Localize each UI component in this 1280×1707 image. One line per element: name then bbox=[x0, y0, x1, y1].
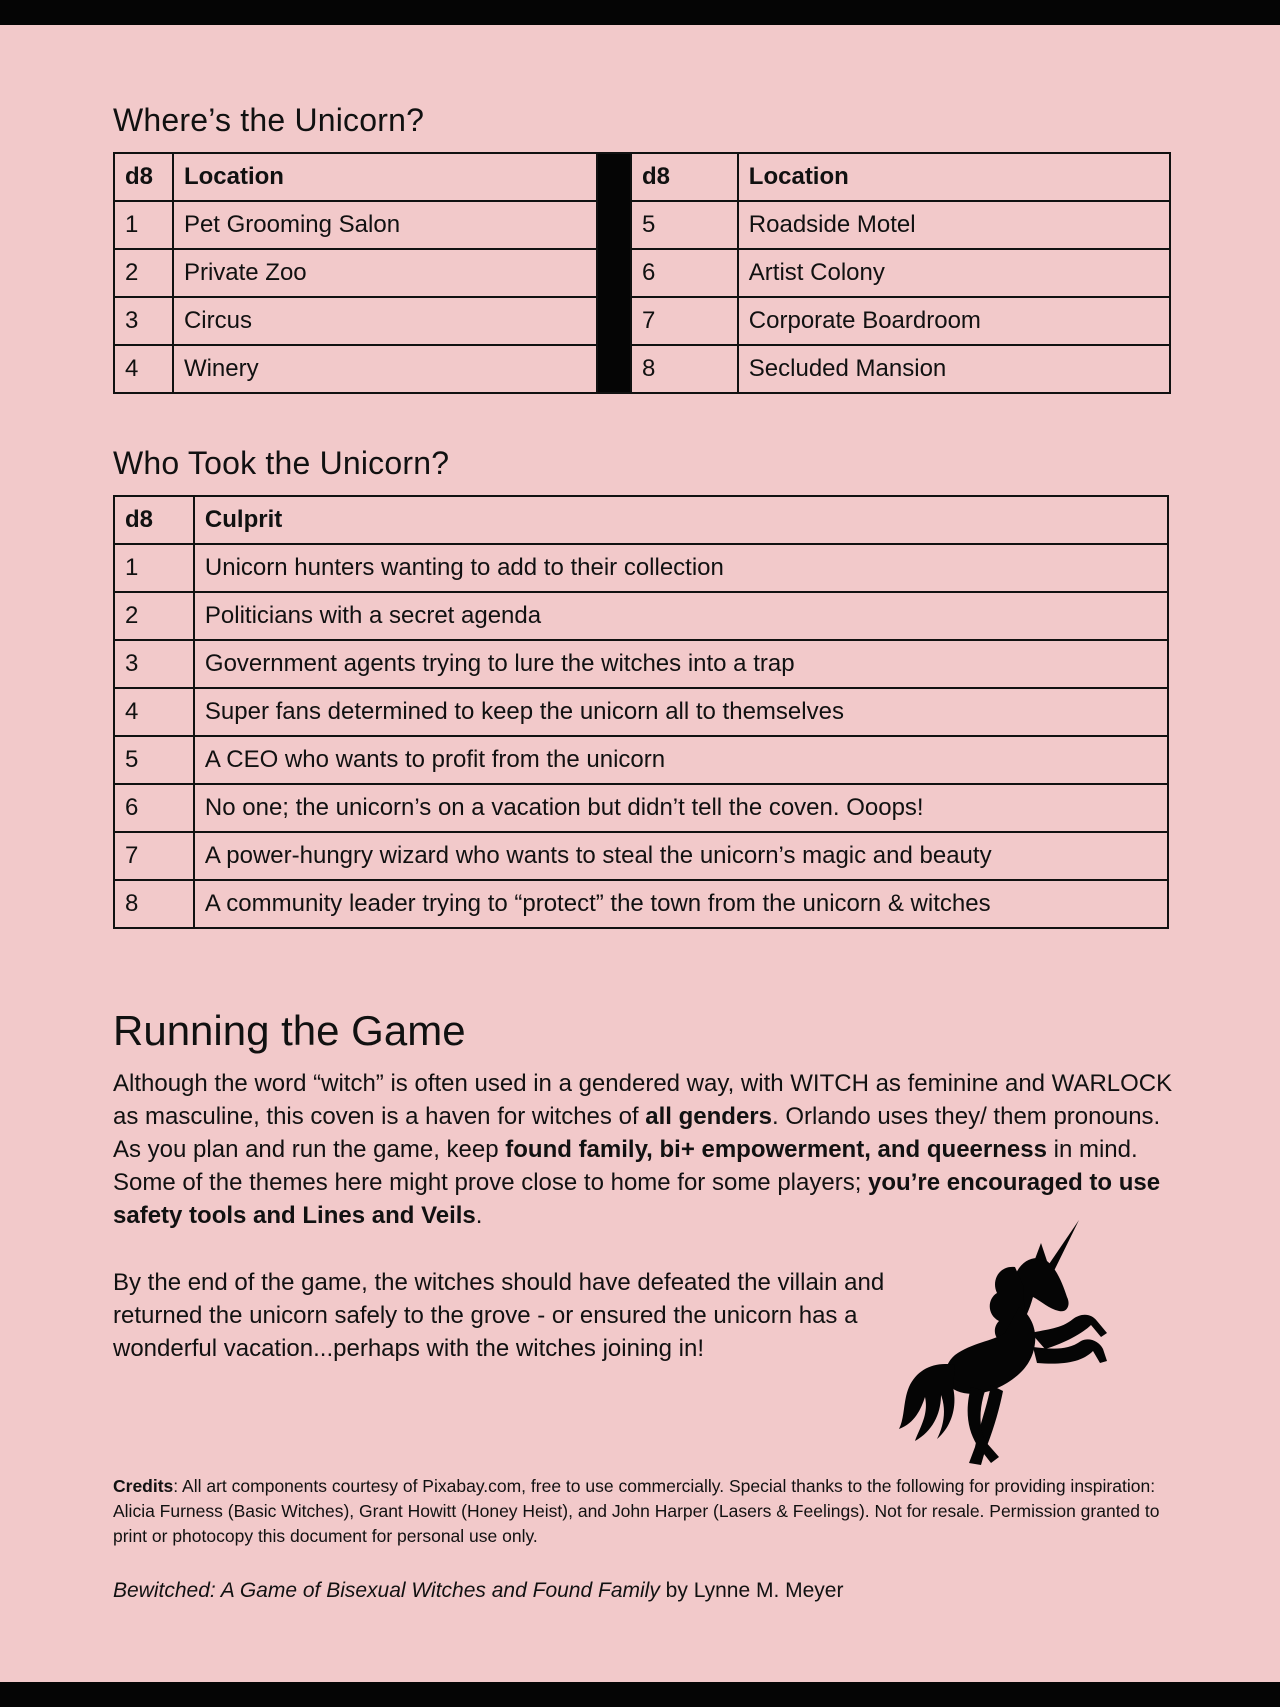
table-header-row bbox=[114, 153, 1170, 201]
credits-text: : All art components courtesy of Pixabay.com, free to use commercially. Special thanks to the following for providing inspiration: Alicia Furness (Basic Witches), Grant Howitt (Honey Heist), and John Harper (Lasers & Feelings). Not for resale. Permission granted to print or photocopy this document for personal use only. bbox=[113, 1476, 1160, 1546]
culprit-table bbox=[113, 495, 1169, 929]
table-row bbox=[114, 297, 1170, 345]
roll-cell: 8 bbox=[114, 880, 194, 928]
credits-label: Credits bbox=[113, 1476, 174, 1496]
game-title: Bewitched: A Game of Bisexual Witches and Found Family bbox=[113, 1579, 660, 1602]
roll-cell: 5 bbox=[631, 201, 738, 249]
table-row bbox=[114, 784, 1168, 832]
table-row bbox=[114, 688, 1168, 736]
table-row bbox=[114, 345, 1170, 393]
location-cell: Circus bbox=[173, 297, 597, 345]
culprit-cell: A CEO who wants to profit from the unicorn bbox=[194, 736, 1168, 784]
table-row bbox=[114, 249, 1170, 297]
top-black-bar bbox=[0, 0, 1280, 25]
paragraph-text: . Orlando uses they/ them pronouns. As you plan and run the game, keep bbox=[113, 1103, 1161, 1163]
roll-cell: 6 bbox=[631, 249, 738, 297]
location-cell: Winery bbox=[173, 345, 597, 393]
culprit-cell: A community leader trying to “protect” the town from the unicorn & witches bbox=[194, 880, 1168, 928]
location-cell: Roadside Motel bbox=[738, 201, 1170, 249]
roll-cell: 3 bbox=[114, 640, 194, 688]
location-cell: Pet Grooming Salon bbox=[173, 201, 597, 249]
location-cell: Private Zoo bbox=[173, 249, 597, 297]
credits bbox=[113, 1474, 1193, 1549]
bold-text: found family, bi+ empowerment, and queerness bbox=[505, 1136, 1047, 1163]
location-cell: Secluded Mansion bbox=[738, 345, 1170, 393]
bold-text: you’re encouraged to use safety tools and Lines and Veils bbox=[113, 1169, 1161, 1229]
roll-cell: 7 bbox=[631, 297, 738, 345]
roll-cell: 2 bbox=[114, 249, 173, 297]
byline bbox=[113, 1579, 843, 1603]
culprit-header: Culprit bbox=[194, 496, 1168, 544]
table-row bbox=[114, 832, 1168, 880]
bold-text: all genders bbox=[645, 1103, 772, 1130]
roll-cell: 7 bbox=[114, 832, 194, 880]
culprit-cell: Politicians with a secret agenda bbox=[194, 592, 1168, 640]
location-table bbox=[113, 152, 1171, 394]
culprit-cell: Unicorn hunters wanting to add to their collection bbox=[194, 544, 1168, 592]
die-header: d8 bbox=[114, 153, 173, 201]
roll-cell: 8 bbox=[631, 345, 738, 393]
rearing-unicorn-silhouette-icon bbox=[895, 1215, 1135, 1470]
roll-cell: 3 bbox=[114, 297, 173, 345]
location-cell: Corporate Boardroom bbox=[738, 297, 1170, 345]
table-header-row bbox=[114, 496, 1168, 544]
roll-cell: 1 bbox=[114, 201, 173, 249]
column-separator bbox=[597, 153, 631, 393]
running-paragraph-1 bbox=[113, 1067, 1193, 1232]
table-row bbox=[114, 544, 1168, 592]
paragraph-text: . bbox=[475, 1202, 483, 1229]
table-row bbox=[114, 880, 1168, 928]
die-header: d8 bbox=[631, 153, 738, 201]
roll-cell: 6 bbox=[114, 784, 194, 832]
location-header: Location bbox=[738, 153, 1170, 201]
table-row bbox=[114, 640, 1168, 688]
roll-cell: 5 bbox=[114, 736, 194, 784]
roll-cell: 2 bbox=[114, 592, 194, 640]
running-paragraph-2: By the end of the game, the witches should have defeated the villain and returned the unicorn safely to the grove - or ensured the unicorn has a wonderful vacation...perhaps with the witches joining in! bbox=[113, 1269, 885, 1362]
culprit-cell: Government agents trying to lure the witches into a trap bbox=[194, 640, 1168, 688]
paragraph-text: Although the word “witch” is often used in a gendered way, with WITCH as feminine and WARLOCK as masculine, this coven is a haven for witches of bbox=[113, 1070, 1173, 1130]
paragraph-text: in mind. Some of the themes here might prove close to home for some players; bbox=[113, 1136, 1138, 1196]
location-header: Location bbox=[173, 153, 597, 201]
culprit-cell: A power-hungry wizard who wants to steal the unicorn’s magic and beauty bbox=[194, 832, 1168, 880]
culprit-table-title: Who Took the Unicorn? bbox=[113, 445, 450, 481]
table-row bbox=[114, 201, 1170, 249]
location-table-title: Where’s the Unicorn? bbox=[113, 102, 425, 138]
table-row bbox=[114, 736, 1168, 784]
roll-cell: 4 bbox=[114, 688, 194, 736]
location-cell: Artist Colony bbox=[738, 249, 1170, 297]
author: by Lynne M. Meyer bbox=[659, 1579, 844, 1602]
roll-cell: 4 bbox=[114, 345, 173, 393]
culprit-cell: No one; the unicorn’s on a vacation but didn’t tell the coven. Ooops! bbox=[194, 784, 1168, 832]
roll-cell: 1 bbox=[114, 544, 194, 592]
running-the-game-title: Running the Game bbox=[113, 1007, 466, 1054]
bottom-black-bar bbox=[0, 1682, 1280, 1707]
table-row bbox=[114, 592, 1168, 640]
die-header: d8 bbox=[114, 496, 194, 544]
culprit-cell: Super fans determined to keep the unicorn all to themselves bbox=[194, 688, 1168, 736]
